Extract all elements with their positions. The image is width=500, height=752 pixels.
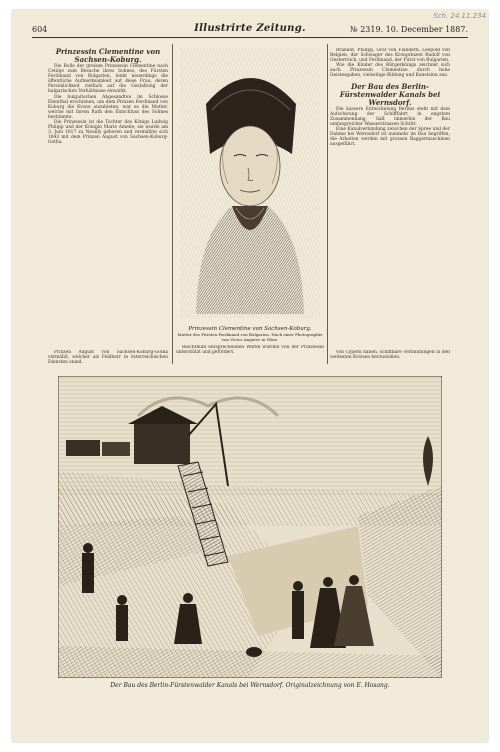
engraving-caption: Der Bau des Berlin-Fürstenwalder Kanals bei Wernsdorf. Originalzeichnung von E. Hosang. [110, 682, 390, 689]
journal-title: Illustrirte Zeitung. [194, 23, 306, 34]
continuation-text-right [330, 350, 450, 368]
paragraph: Reichthum entsprechenden Werke wurden von der Prinzessin unterstützt und gefördert. [176, 345, 324, 356]
article-title-canal: Der Bau des Berlin-Fürstenwalder Kanals bei Wernsdorf. [339, 81, 441, 107]
pencil-inventory-note: Sch. 24.11.234 [433, 12, 486, 20]
continuation-text-left [48, 350, 168, 368]
paragraph: Eine Kanalverbindung zwischen der Spree und der Dahme bei Wernsdorf ist nunmehr im Bau begriffen; die Arbeiten werden mit grossen Baggermaschinen ausgeführt. [330, 126, 450, 148]
paragraph: von Cypern haben, schiffbare Verbindungen in den weitesten Kreisen herzustellen. [330, 350, 450, 361]
page-header [32, 23, 468, 38]
article-right-column [330, 48, 450, 364]
page-number: 604 [32, 25, 48, 34]
article-title-clementine: Prinzessin Clementine von Sachsen-Koburg. [55, 48, 161, 64]
portrait-caption-title: Prinzessin Clementine von Sachsen-Koburg. [188, 326, 312, 332]
paragraph: Die Rolle der greisen Prinzessin Clementine nach Cetinje zum Besuche ihres Sohnes, des Fürsten Ferdinand von Bulgarien, lenkt neuerdings die öffentliche Aufmerksamkeit auf diese Frau, deren Persönlichkeit vielfach auf die Gestaltung der bulgarischen Verhältnisse einwirkt. [48, 64, 168, 95]
paragraph: Wie die Kinder des Bürgerkönigs zeichnet sich auch Prinzessin Clementine durch hohe Geistesgaben, vielseitige Bildung und Kunstsinn aus. [330, 63, 450, 79]
paragraph: Die Prinzessin ist die Tochter des Königs Ludwig Philipp und der Königin Marie Amelie; sie wurde am 3. Juni 1817 zu Neuilly geboren und vermählte sich 1843 mit dem Prinzen August von Sachsen-Koburg-Gotha. [48, 120, 168, 146]
paragraph: Die äussere Entwickelung Berlins steht mit dem Aufschwung der Schifffahrt in engstem Zusammenhang, hält immerhin der Bau umfangreicher Wasserstrassen Schritt. [330, 106, 450, 127]
article-left-column [48, 48, 168, 364]
portrait-engraving [176, 44, 324, 326]
portrait-caption-credit: Mutter des Fürsten Ferdinand von Bulgarien. Nach einer Photographie von Victor Angerer in Wien. [177, 332, 323, 342]
canal-engraving [58, 376, 442, 678]
paragraph: Die bulgarischen Abgesandten im Schlosse Ebenthal erschienen, um dem Prinzen Ferdinand von Koburg die Krone anzubieten, war es die Mutter, welche mit ihrem Rath den Entschluss des Sohnes bestimmte. [48, 94, 168, 120]
paragraph: Prinzen August von Sachsen-Koburg-Gotha vermählt, welcher als Feldherr in österreichischen Diensten stand. [48, 350, 168, 366]
paragraph: Brabant, Philipp, Graf von Flandern, Leopold von Belgien, der Schwager des Kronprinzen Rudolf von Oesterreich, und Ferdinand, der Fürst von Bulgarien. [330, 48, 450, 64]
column-rule [172, 44, 173, 364]
issue-info: № 2319. 10. December 1887. [350, 25, 468, 34]
portrait-caption [176, 326, 324, 342]
column-rule [327, 44, 328, 364]
continuation-text-middle [176, 345, 324, 367]
